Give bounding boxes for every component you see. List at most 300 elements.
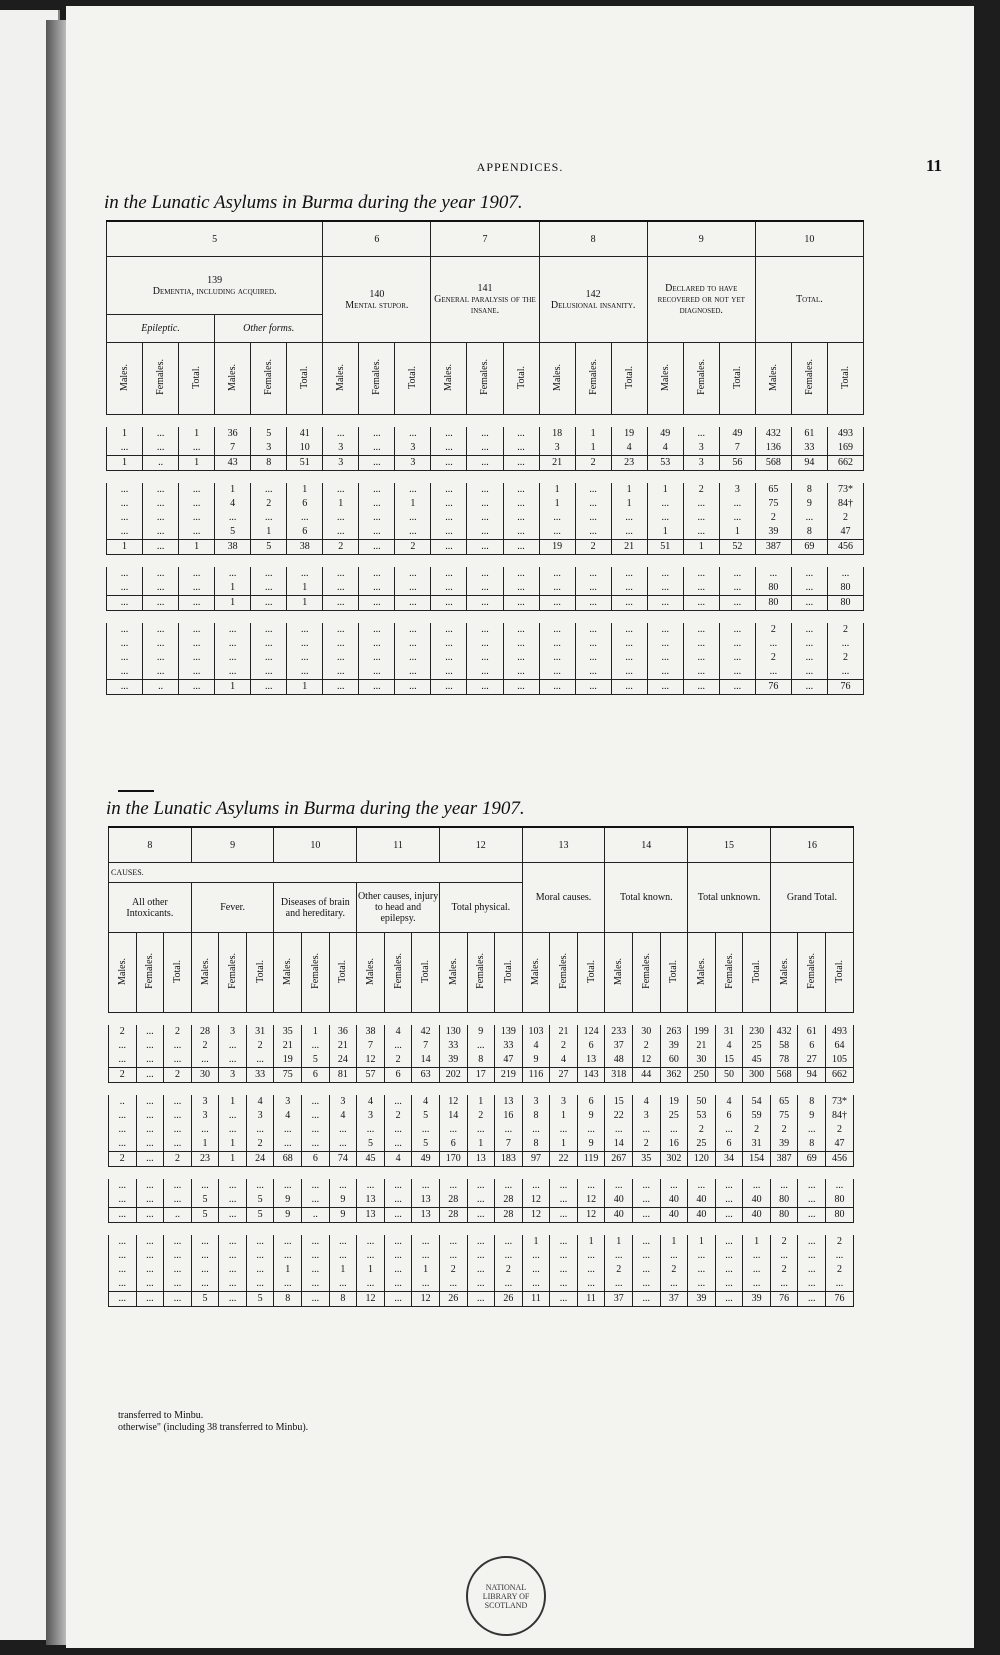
table-cell: 80 — [770, 1193, 798, 1208]
subtotal-cell: 6 — [302, 1068, 330, 1083]
subtotal-cell: ... — [575, 596, 611, 611]
table-cell: 2 — [660, 1263, 688, 1277]
subtotal-cell: 3 — [683, 456, 719, 471]
subtotal-cell: 76 — [826, 1292, 854, 1307]
table-cell: ... — [575, 665, 611, 680]
table-cell: ... — [109, 1277, 137, 1292]
table-cell: ... — [719, 567, 755, 581]
subtotal-cell: 5 — [191, 1292, 219, 1307]
table-cell: ... — [215, 567, 251, 581]
subtotal-cell: ... — [550, 1208, 578, 1223]
table-cell: 1 — [550, 1109, 578, 1123]
table-cell: ... — [164, 1123, 192, 1137]
table-cell: ... — [395, 637, 431, 651]
group-code: 141 — [477, 283, 493, 294]
table-cell: 53 — [688, 1109, 716, 1123]
table-cell: ... — [246, 1235, 274, 1249]
table-cell: 6 — [577, 1095, 605, 1109]
table-cell: ... — [164, 1263, 192, 1277]
table-cell: ... — [791, 637, 827, 651]
table-cell: ... — [323, 483, 359, 497]
subtotal-cell: ... — [323, 596, 359, 611]
col-number: 15 — [688, 827, 771, 863]
subcol-header — [164, 933, 192, 1013]
subtotal-cell: 568 — [755, 456, 791, 471]
subtotal-cell: 23 — [191, 1152, 219, 1167]
table-cell: ... — [791, 665, 827, 680]
table-cell: 1 — [575, 427, 611, 441]
table-cell: ... — [395, 651, 431, 665]
subcol-label: Males. — [199, 957, 211, 985]
subtotal-cell: 76 — [755, 680, 791, 695]
subtotal-cell: ... — [251, 680, 287, 695]
table-cell: ... — [191, 1235, 219, 1249]
table-cell: 4 — [632, 1095, 660, 1109]
book-spine — [46, 20, 66, 1645]
table-cell: 233 — [605, 1025, 633, 1039]
subtotal-cell: ... — [359, 680, 395, 695]
table-cell: ... — [467, 1249, 495, 1263]
subtotal-cell: 4 — [384, 1152, 412, 1167]
subtotal-cell: 6 — [302, 1152, 330, 1167]
table-cell: ... — [287, 665, 323, 680]
table-cell: 5 — [302, 1053, 330, 1068]
table-cell: 3 — [522, 1095, 550, 1109]
table-row — [109, 1193, 854, 1208]
subtotal-cell: 1 — [179, 540, 215, 555]
table-cell: ... — [164, 1137, 192, 1152]
table-cell: 4 — [274, 1109, 302, 1123]
table-cell: ... — [539, 637, 575, 651]
table-cell: ... — [302, 1109, 330, 1123]
table-cell: 6 — [439, 1137, 467, 1152]
subcol-label: Females. — [155, 359, 167, 395]
table-cell: 2 — [827, 651, 863, 665]
table-cell: 19 — [611, 427, 647, 441]
subtotal-cell: ... — [611, 680, 647, 695]
table-cell: ... — [683, 511, 719, 525]
subtotal-cell: ... — [384, 1208, 412, 1223]
table-cell: 3 — [329, 1095, 357, 1109]
subtotal-cell: 202 — [439, 1068, 467, 1083]
table-cell: ... — [329, 1137, 357, 1152]
table-cell: 37 — [605, 1039, 633, 1053]
table-cell: ... — [467, 581, 503, 596]
table-cell: ... — [191, 1123, 219, 1137]
group-header: Diseases of brain and hereditary. — [274, 883, 357, 933]
table-cell: ... — [107, 525, 143, 540]
subtotal-cell: .. — [143, 680, 179, 695]
table-cell: ... — [611, 651, 647, 665]
page-number: 11 — [925, 156, 942, 175]
table-cell: ... — [302, 1095, 330, 1109]
table-cell: 25 — [660, 1109, 688, 1123]
library-stamp — [466, 1556, 546, 1636]
subcol-header — [577, 933, 605, 1013]
subtotal-cell: 28 — [495, 1208, 523, 1223]
subtotal-cell: 302 — [660, 1152, 688, 1167]
table-cell: ... — [467, 567, 503, 581]
subtotal-cell: 11 — [522, 1292, 550, 1307]
table-cell: 33 — [791, 441, 827, 456]
group-label: Declared to have recovered or not yet diagnosed. — [657, 283, 745, 316]
subtotal-cell: 81 — [329, 1068, 357, 1083]
table-cell: ... — [107, 483, 143, 497]
table-cell: ... — [798, 1249, 826, 1263]
table-cell: ... — [136, 1179, 164, 1193]
table-cell: ... — [246, 1249, 274, 1263]
table-cell: ... — [719, 623, 755, 637]
footnote: transferred to Minbu. — [118, 1410, 204, 1421]
table-cell: ... — [827, 637, 863, 651]
table-cell: ... — [798, 1263, 826, 1277]
subtotal-cell: 1 — [683, 540, 719, 555]
subtotal-cell: ... — [107, 596, 143, 611]
table-cell: ... — [384, 1263, 412, 1277]
table-row — [109, 1137, 854, 1152]
group-code: 140 — [369, 288, 385, 300]
subtotal-cell: 318 — [605, 1068, 633, 1083]
subtotal-cell: ... — [395, 680, 431, 695]
table-cell: ... — [503, 427, 539, 441]
table-cell: 1 — [467, 1095, 495, 1109]
table-cell: 2 — [251, 497, 287, 511]
table-cell: ... — [329, 1235, 357, 1249]
table-cell: 2 — [164, 1025, 192, 1039]
table-cell: ... — [164, 1249, 192, 1263]
group-header — [323, 257, 431, 343]
subtotal-cell: 38 — [287, 540, 323, 555]
table-cell: ... — [109, 1039, 137, 1053]
table-cell: 16 — [660, 1137, 688, 1152]
subtotal-cell: 154 — [743, 1152, 771, 1167]
table-cell: 263 — [660, 1025, 688, 1039]
subcol-label: Females. — [558, 953, 570, 989]
table-cell: ... — [605, 1123, 633, 1137]
table-cell: 1 — [550, 1137, 578, 1152]
table-cell: ... — [323, 427, 359, 441]
table-cell: 9 — [274, 1193, 302, 1208]
table-cell: ... — [302, 1235, 330, 1249]
table-cell: 58 — [770, 1039, 798, 1053]
table-cell: 25 — [743, 1039, 771, 1053]
subtotal-cell: 2 — [395, 540, 431, 555]
table-cell: ... — [503, 525, 539, 540]
subcol-header — [827, 343, 863, 415]
footnotes — [118, 1410, 308, 1434]
table-cell: ... — [109, 1123, 137, 1137]
table-cell: ... — [323, 623, 359, 637]
table-cell: 139 — [495, 1025, 523, 1039]
subcol-header — [179, 343, 215, 415]
subtotal-cell: 22 — [550, 1152, 578, 1167]
table-cell: 5 — [215, 525, 251, 540]
table-cell: 8 — [522, 1109, 550, 1123]
table-row — [109, 1053, 854, 1068]
table-cell: ... — [503, 623, 539, 637]
table-cell: ... — [632, 1249, 660, 1263]
subtotal-cell: 1 — [215, 680, 251, 695]
table-cell: ... — [522, 1179, 550, 1193]
table-cell: 2 — [755, 511, 791, 525]
group-header — [647, 257, 755, 343]
table-cell: 7 — [412, 1039, 440, 1053]
subcol-label: Females. — [309, 953, 321, 989]
table-cell: ... — [191, 1179, 219, 1193]
subtotal-cell: ... — [136, 1208, 164, 1223]
table-cell: ... — [179, 441, 215, 456]
table-cell: ... — [302, 1193, 330, 1208]
subtotal-cell: 219 — [495, 1068, 523, 1083]
subcol-header — [302, 933, 330, 1013]
subcol-label: Females. — [227, 953, 239, 989]
subtotal-cell: ... — [791, 596, 827, 611]
subtotal-cell: 13 — [412, 1208, 440, 1223]
table-cell: 230 — [743, 1025, 771, 1039]
table-cell: ... — [323, 511, 359, 525]
table-cell: 21 — [274, 1039, 302, 1053]
table-cell: ... — [251, 637, 287, 651]
table-cell: ... — [431, 427, 467, 441]
table-cell: ... — [715, 1123, 743, 1137]
table-cell: ... — [431, 483, 467, 497]
table-cell: ... — [715, 1263, 743, 1277]
subcol-header — [191, 933, 219, 1013]
table-cell: ... — [274, 1137, 302, 1152]
table-cell: ... — [770, 1277, 798, 1292]
table-cell: 1 — [539, 483, 575, 497]
table-cell: ... — [719, 581, 755, 596]
table-cell: ... — [164, 1053, 192, 1068]
subtotal-cell: 1 — [107, 540, 143, 555]
table-cell: 1 — [215, 581, 251, 596]
table-cell: ... — [467, 651, 503, 665]
table-cell: ... — [688, 1277, 716, 1292]
col-number: 10 — [274, 827, 357, 863]
group-header: Total known. — [605, 863, 688, 933]
subtotal-cell: 56 — [719, 456, 755, 471]
table-cell: ... — [719, 651, 755, 665]
table-cell: 9 — [791, 497, 827, 511]
subtotal-cell: ... — [384, 1292, 412, 1307]
table-cell: ... — [522, 1249, 550, 1263]
subtotal-cell: ... — [219, 1292, 247, 1307]
table-cell: 1 — [575, 441, 611, 456]
table-cell: 14 — [605, 1137, 633, 1152]
table-cell: 28 — [439, 1193, 467, 1208]
table-cell: 50 — [688, 1095, 716, 1109]
subtotal-cell: 97 — [522, 1152, 550, 1167]
subtotal-cell: ... — [323, 680, 359, 695]
table-cell: 40 — [605, 1193, 633, 1208]
table-cell: ... — [743, 1277, 771, 1292]
subcol-label: Total. — [420, 959, 432, 983]
table-cell: ... — [660, 1179, 688, 1193]
table-cell: ... — [359, 483, 395, 497]
table-cell: 4 — [357, 1095, 385, 1109]
subtotal-cell: 8 — [274, 1292, 302, 1307]
table-cell: ... — [136, 1137, 164, 1152]
table-cell: 5 — [412, 1137, 440, 1152]
table-cell: 3 — [550, 1095, 578, 1109]
table-cell: 13 — [412, 1193, 440, 1208]
subtotal-cell: ... — [143, 596, 179, 611]
table-cell: ... — [384, 1039, 412, 1053]
table-cell: ... — [575, 637, 611, 651]
subtotal-cell: 80 — [826, 1208, 854, 1223]
table-cell: 3 — [357, 1109, 385, 1123]
table-cell: ... — [660, 1277, 688, 1292]
table-cell: ... — [467, 1039, 495, 1053]
subcol-header — [550, 933, 578, 1013]
table-cell: ... — [798, 1277, 826, 1292]
group-header: Grand Total. — [770, 863, 853, 933]
table-cell: 61 — [791, 427, 827, 441]
subcol-label: Males. — [335, 363, 347, 391]
col-number: 11 — [357, 827, 440, 863]
table-cell: ... — [683, 427, 719, 441]
table-cell: ... — [219, 1039, 247, 1053]
table-cell: ... — [503, 511, 539, 525]
table-cell: ... — [164, 1179, 192, 1193]
subcol-label: Females. — [475, 953, 487, 989]
table-cell: ... — [287, 511, 323, 525]
table-cell: ... — [136, 1053, 164, 1068]
subtotal-cell: ... — [467, 540, 503, 555]
table-cell: 8 — [467, 1053, 495, 1068]
subtotal-cell: 662 — [826, 1068, 854, 1083]
table-cell: 2 — [755, 651, 791, 665]
subtotal-cell: 1 — [107, 456, 143, 471]
table-cell: 35 — [274, 1025, 302, 1039]
table-cell: 1 — [191, 1137, 219, 1152]
table-cell: 105 — [826, 1053, 854, 1068]
table-cell: ... — [107, 651, 143, 665]
subtotal-cell: 43 — [215, 456, 251, 471]
subcol-label: Males. — [443, 363, 455, 391]
table-row — [107, 651, 864, 665]
table-cell: 9 — [798, 1109, 826, 1123]
subcol-header — [109, 933, 137, 1013]
table-cell: ... — [219, 1193, 247, 1208]
table-cell: ... — [688, 1263, 716, 1277]
table-cell: ... — [827, 665, 863, 680]
subtotal-cell: 33 — [246, 1068, 274, 1083]
subcol-label: Males. — [227, 363, 239, 391]
table-cell: ... — [329, 1249, 357, 1263]
subcol-label: Females. — [479, 359, 491, 395]
table-cell: ... — [274, 1179, 302, 1193]
table-cell: ... — [395, 567, 431, 581]
subtotal-cell: 2 — [164, 1152, 192, 1167]
table-cell: ... — [395, 483, 431, 497]
group-label: General paralysis of the insane. — [434, 294, 536, 316]
table-cell: ... — [143, 441, 179, 456]
table-cell: ... — [719, 497, 755, 511]
subtotal-cell: 35 — [632, 1152, 660, 1167]
table-cell: 2 — [495, 1263, 523, 1277]
table-cell: ... — [109, 1109, 137, 1123]
table-cell: ... — [503, 441, 539, 456]
table-cell: ... — [107, 497, 143, 511]
table-cell: ... — [647, 623, 683, 637]
table-cell: 13 — [495, 1095, 523, 1109]
table-cell: ... — [826, 1179, 854, 1193]
table-cell: ... — [143, 525, 179, 540]
table-cell: 7 — [215, 441, 251, 456]
subtotal-cell: 2 — [109, 1152, 137, 1167]
table-cell: 1 — [215, 483, 251, 497]
subtotal-cell: 44 — [632, 1068, 660, 1083]
table-cell: 2 — [632, 1137, 660, 1152]
table-cell: ... — [539, 525, 575, 540]
subtotal-row — [107, 540, 864, 555]
table-cell: 2 — [109, 1025, 137, 1039]
subtotal-cell: 69 — [798, 1152, 826, 1167]
subtotal-row — [107, 680, 864, 695]
subcol-header — [826, 933, 854, 1013]
subtotal-cell: 170 — [439, 1152, 467, 1167]
table-cell: 3 — [323, 441, 359, 456]
table-cell: ... — [550, 1263, 578, 1277]
table-cell: 1 — [577, 1235, 605, 1249]
table-cell: ... — [791, 581, 827, 596]
subtotal-cell: ... — [539, 596, 575, 611]
table-cell: 12 — [577, 1193, 605, 1208]
table-cell: ... — [632, 1263, 660, 1277]
subtotal-row — [109, 1292, 854, 1307]
table-cell: 73* — [826, 1095, 854, 1109]
table-cell: 7 — [719, 441, 755, 456]
table-cell: ... — [495, 1249, 523, 1263]
subtotal-cell: ... — [575, 680, 611, 695]
subtotal-cell: 2 — [575, 540, 611, 555]
subcol-header — [770, 933, 798, 1013]
table-cell: 38 — [357, 1025, 385, 1039]
subtotal-cell: 387 — [755, 540, 791, 555]
table-cell: ... — [503, 581, 539, 596]
table-cell: ... — [575, 567, 611, 581]
table-cell: ... — [136, 1249, 164, 1263]
subcol-header — [688, 933, 716, 1013]
table-cell: 2 — [550, 1039, 578, 1053]
table-cell: 9 — [329, 1193, 357, 1208]
table-cell: ... — [688, 1249, 716, 1263]
table-cell: ... — [191, 1249, 219, 1263]
table-cell: ... — [143, 623, 179, 637]
subtotal-cell: ... — [467, 456, 503, 471]
table-cell: ... — [577, 1249, 605, 1263]
table-cell: ... — [246, 1053, 274, 1068]
subcol-header — [246, 933, 274, 1013]
table-cell: ... — [287, 651, 323, 665]
table-cell: 15 — [715, 1053, 743, 1068]
table-cell: ... — [251, 581, 287, 596]
table-cell: ... — [359, 581, 395, 596]
subcol-label: Total. — [668, 959, 680, 983]
table-cell: 4 — [384, 1025, 412, 1039]
table-cell: 10 — [287, 441, 323, 456]
col-number: 8 — [109, 827, 192, 863]
table-cell: 1 — [688, 1235, 716, 1249]
table-cell: 31 — [715, 1025, 743, 1039]
table-row — [109, 1249, 854, 1263]
table-cell: ... — [605, 1249, 633, 1263]
table-cell: 39 — [439, 1053, 467, 1068]
subtotal-cell: 12 — [357, 1292, 385, 1307]
stamp-text: NATIONAL LIBRARY OF SCOTLAND — [482, 1582, 530, 1610]
table-cell: ... — [467, 427, 503, 441]
